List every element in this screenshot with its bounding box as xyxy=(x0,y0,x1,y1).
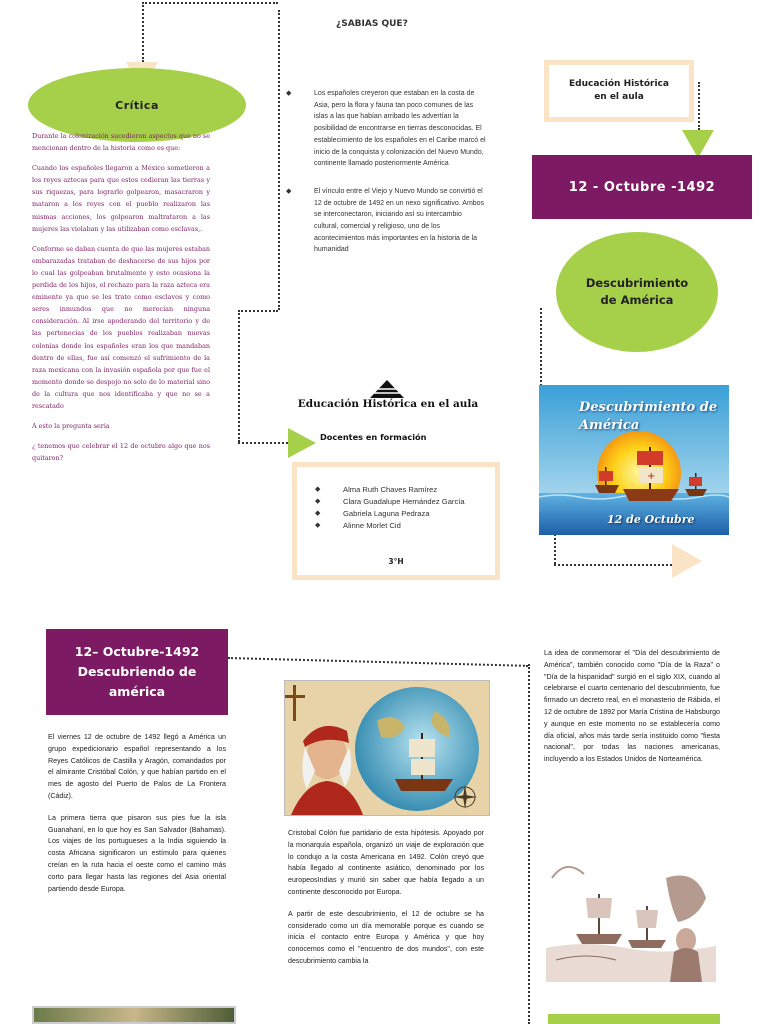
paragraph: La idea de conmemorar el "Día del descubrimiento de América", también conocido como "Día de la Raza" o "Día de la hispanidad" surgió en el siglo XIX, cuando al celebrarse el cuarto centenario del descubrimiento, fue firmado un decreto real, en el monasterio de Rábida, el 12 de octubre de 1892 por María Cristina de Habsburgo y aunque en este momento no se establecería como día oficial, años más tarde sería instituido como "fiesta nacional", por todas las naciones americanas, incluyendo a los Estados Unidos de Norteamérica. xyxy=(544,649,720,764)
connector-line xyxy=(228,657,528,667)
bottom-col3 xyxy=(544,648,720,776)
bottom-col1 xyxy=(48,732,226,905)
list-item: ◆ Los españoles creyeron que estaban en la costa de Asia, pero la flora y fauna tan poco comunes de las islas a las que habían arribado les advertían la posibilidad de encontrarse en tierras desconocidas. El establecimiento de los españoles en el Caribe marcó el inicio de la conquista y colonización del Nuevo Mundo, continente llamado posteriormente América xyxy=(286,88,486,170)
ships-sketch-image xyxy=(546,848,716,982)
bottom-title: 12– Octubre-1492 Descubriendo de américa xyxy=(74,644,200,699)
list-item: ◆ Clara Guadalupe Hernández García xyxy=(315,497,485,507)
bottom-right-bar xyxy=(548,1014,720,1024)
credits-subtitle: Docentes en formación xyxy=(320,432,427,442)
list-item: ◆ Alinne Morlet Cid xyxy=(315,521,485,531)
connector-line xyxy=(238,310,240,442)
connector-line xyxy=(528,664,530,1024)
edu-box-label: Educación Histórica en el aula xyxy=(569,79,669,102)
connector-line xyxy=(554,564,672,566)
paragraph: El viernes 12 de octubre de 1492 llegó a América un grupo expedicionario español representando a los Reyes Católicos de Castilla y Aragón, comandados por el almirante Cristóbal Colón, y que habían partido en el mes de agosto del Puerto de Palos de La Frontera (Cádiz). xyxy=(48,733,226,800)
connector-line xyxy=(540,308,542,386)
paragraph: Cristobal Colón fue partidario de esta hipótesis. Apoyado por la monarquía española, organizó un viaje de exploración que lo condujo a la costa Americana en 1492. Colón creyó que había llegado al continente asiático, denominado por los europeosIndias y murió sin saber que había llegado a un continente desconocido por Europa. xyxy=(288,829,484,896)
bottom-title-box xyxy=(46,629,228,715)
sabias-list xyxy=(286,88,486,270)
connector-line xyxy=(278,10,280,310)
edu-box xyxy=(544,60,694,122)
list-item: ◆ El vínculo entre el Viejo y Nuevo Mundo se convirtió el 12 de octubre de 1492 en un nexo significativo. Ambos se interconectaron, iniciando así su intercambio cultural, comercial y religioso, uno de los acontecimientos más importantes en la historia de la humanidad xyxy=(286,186,486,256)
arrow-down-icon xyxy=(682,130,714,158)
date-banner xyxy=(532,155,752,219)
arrow-right-icon xyxy=(672,544,702,578)
list-item: ◆ Gabriela Laguna Pedraza xyxy=(315,509,485,519)
critica-paragraph: Durante la colonización sucedieron aspectos que no se mencionan dentro de la historia como es que: xyxy=(32,132,210,153)
critica-paragraph: ¿ tenemos que celebrar el 12 de octubre algo que nos quitaron? xyxy=(32,442,210,463)
connector-line xyxy=(554,534,556,564)
paragraph: A partir de este descubrimiento, el 12 de octubre se ha considerado como un día memorable porque es cuando se inicia el contacto entre Europa y América y que hoy conocemos como el "encuentro de dos mundos", con este descubrimiento cambia la xyxy=(288,909,484,965)
critica-paragraph: A esto la pregunta seria xyxy=(32,422,110,431)
sabias-heading: ¿SABIAS QUE? xyxy=(336,19,408,29)
descubrimiento-image xyxy=(539,385,729,535)
paragraph: La primera tierra que pisaron sus pies fue la isla Guanahaní, en lo que hoy es San Salvador (Bahamas). Los viajes de los portugueses a la India siguiendo la costa Africana significaron un estímulo para quienes creían en la ruta hacia el oeste como el camino más corto para llegar hasta las regiones del Asia oriental partiendo desde Europa. xyxy=(48,813,226,893)
arrow-right-icon xyxy=(288,428,316,458)
connector-line xyxy=(238,310,278,312)
critica-paragraph: Cuando los españoles llegaron a México sometieron a los reyes aztecas para que estos cedieran las tierras y sus riquezas, para lograrlo golpearon, masacraron y mataron a los reyes con el pueblo realizaron las mismas acciones, los golpearon maltrataron a las mujeres las violaban y las utilizaban como esclavas,. xyxy=(32,164,210,233)
image-title: Descubrimiento de América xyxy=(579,400,718,433)
group-label: 3°H xyxy=(388,557,404,566)
date-label: 12 - Octubre -1492 xyxy=(568,179,716,195)
descubrimiento-title: Descubrimiento de América xyxy=(585,276,689,307)
connector-line xyxy=(238,442,288,444)
credits-box xyxy=(292,462,500,580)
svg-text:+: + xyxy=(647,471,656,482)
image-date: 12 de Octubre xyxy=(607,513,695,526)
descubrimiento-oval xyxy=(556,232,718,352)
credits-title: Educación Histórica en el aula xyxy=(297,398,479,410)
colon-image xyxy=(284,680,490,816)
bottom-col2 xyxy=(288,828,484,978)
connector-line xyxy=(142,2,144,62)
critica-paragraph: Conforme se daban cuenta de que las mujeres estaban embarazadas trataban de deshacerse de sus hijos por lo cual las golpeaban brutalmente y esto ocasiona la perdida de los hijos, el rechazo para la raza azteca era eminente ya que se les trato como esclavos y como seres inmundos que no merecían ninguna consideración. Al irse apoderando del territorio y de las pertenecías de los pueblos realizaban nuevas colonias donde los españoles eran los que mandaban dentro de ellas, fue así comenzó el sufrimiento de la raza mexicana con la invasión española por que fue el momento donde se despojo no solo de lo material sino de la cultura que nos identificaba y que no se a rescatado xyxy=(32,244,210,410)
critica-text xyxy=(32,130,210,472)
critica-title: Crítica xyxy=(115,98,159,112)
connector-line xyxy=(142,2,278,4)
list-item: ◆ Alma Ruth Chaves Ramírez xyxy=(315,485,485,495)
book-stack-icon xyxy=(370,380,404,398)
bottom-left-image xyxy=(32,1006,236,1024)
connector-line xyxy=(698,82,700,130)
